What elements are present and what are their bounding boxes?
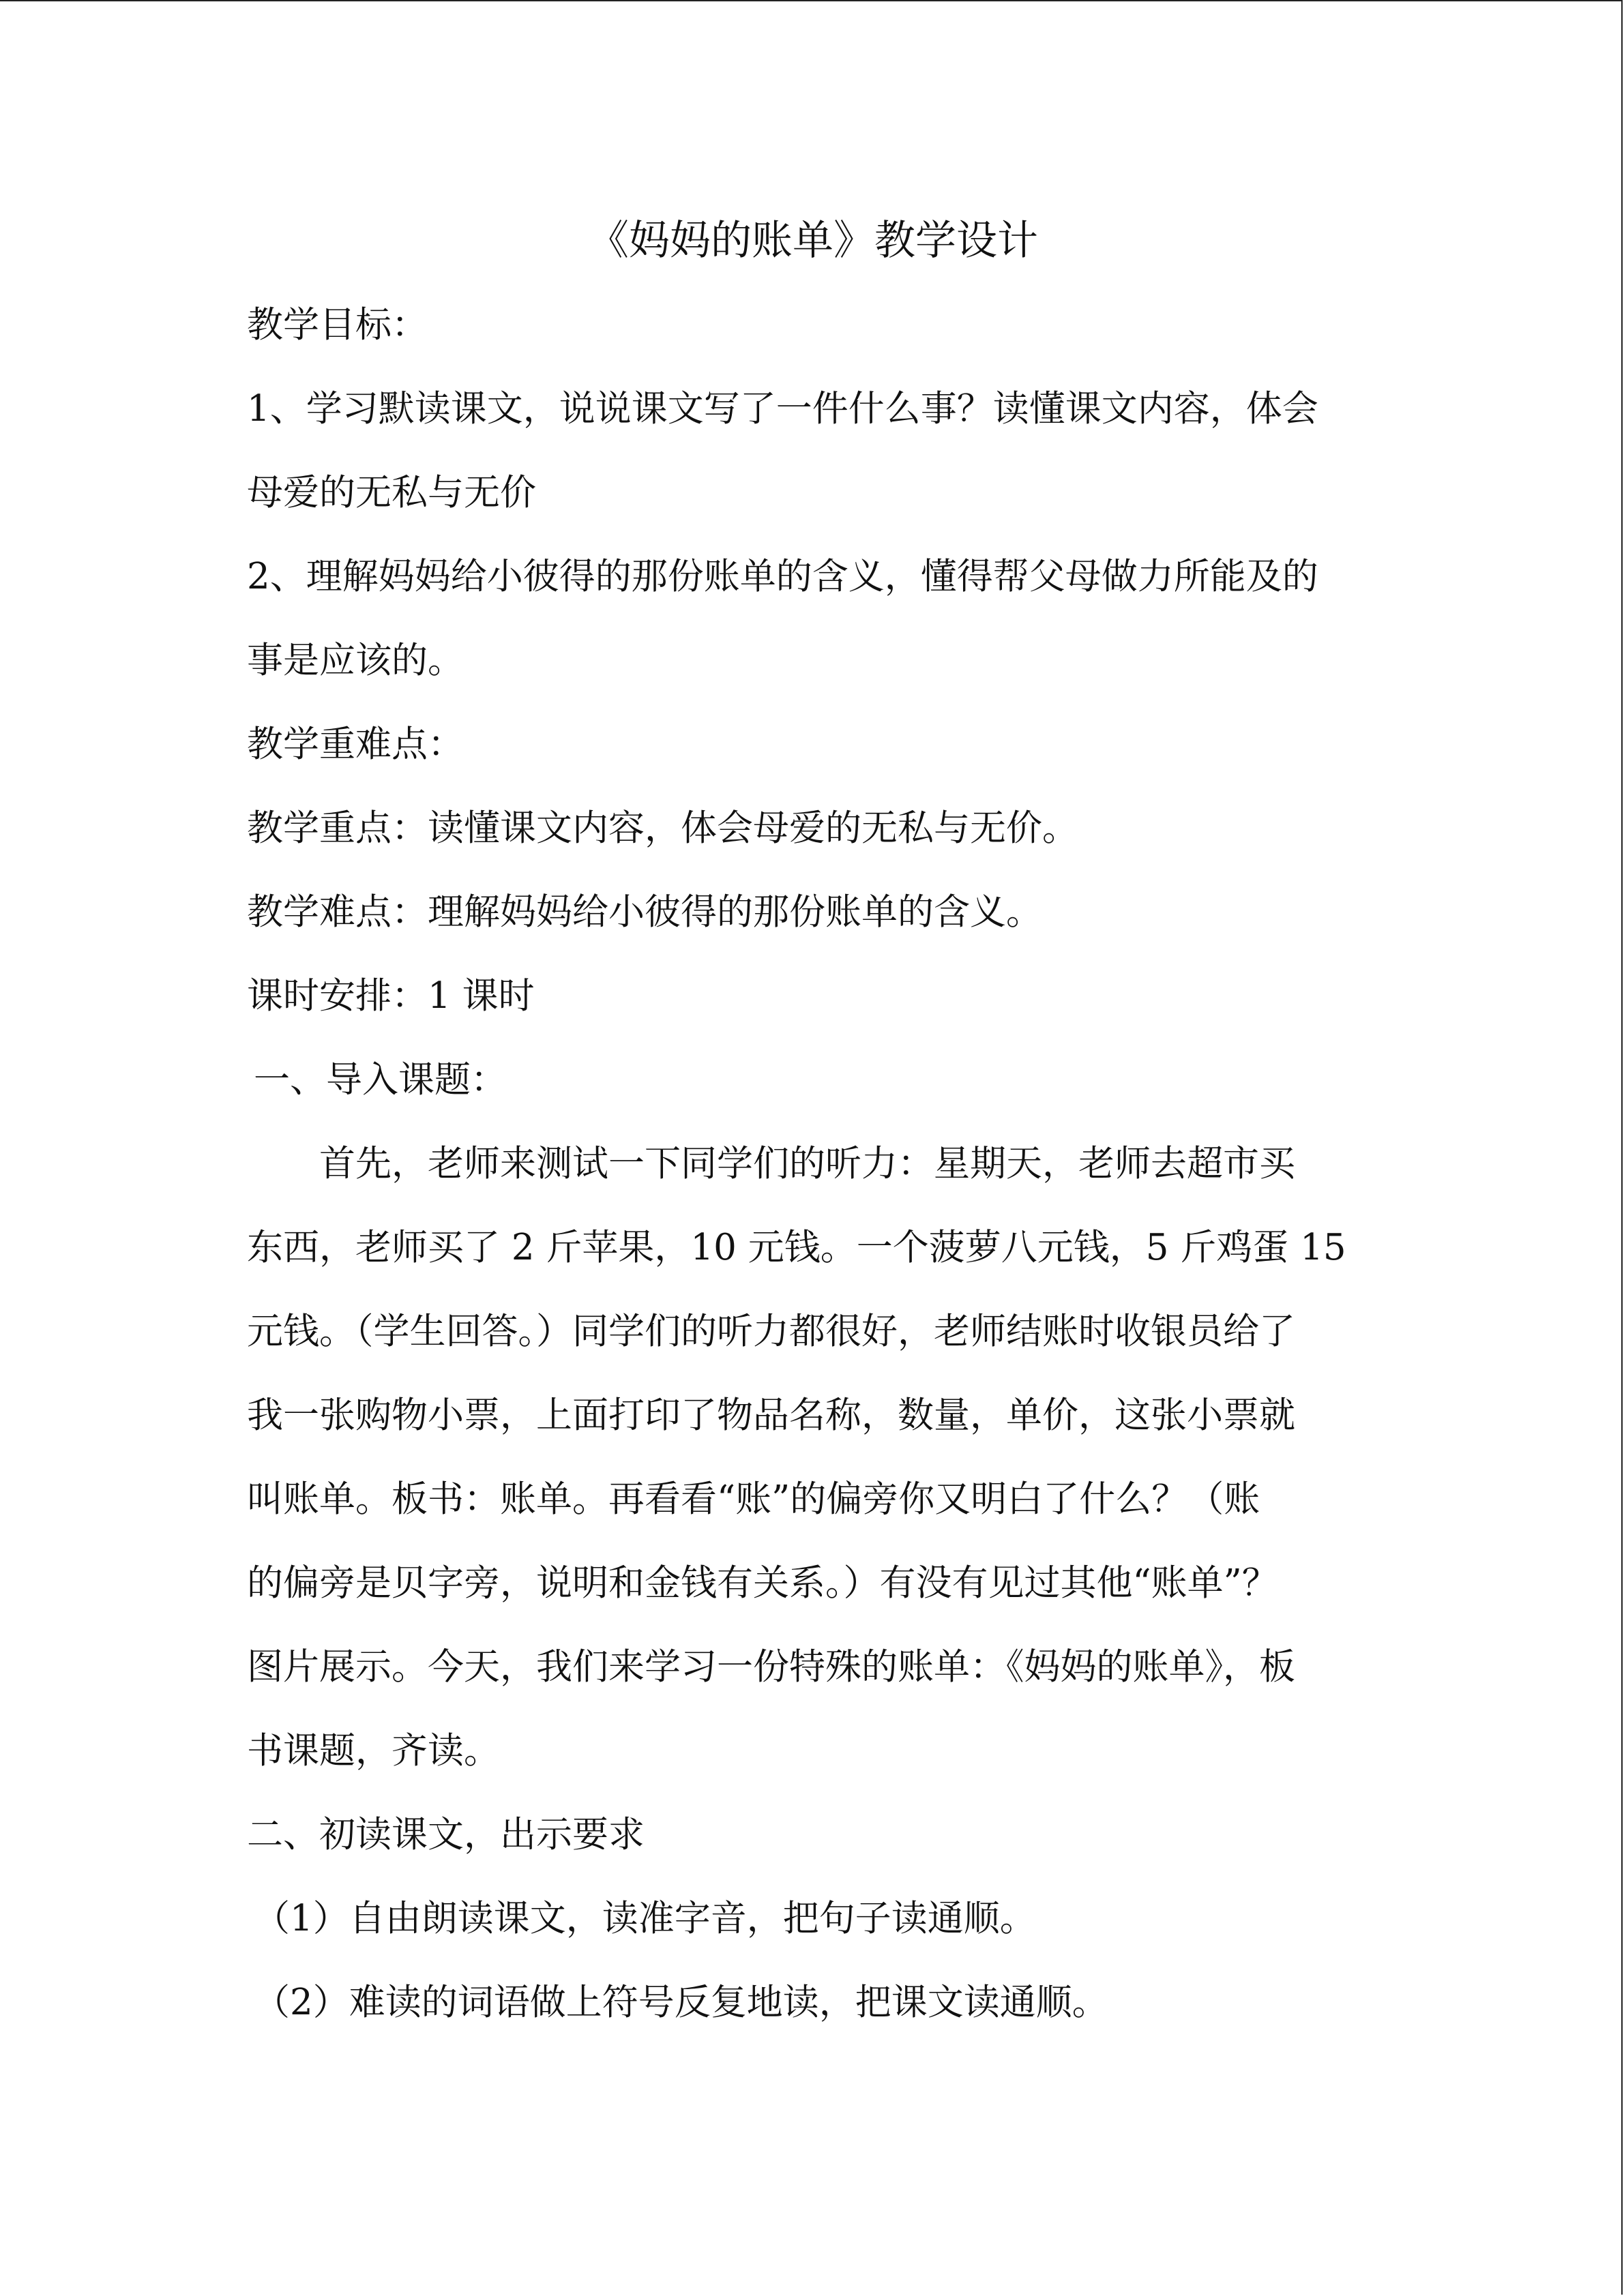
heading-teaching-goals: 教学目标： [247,304,428,346]
document-body [247,208,1379,2044]
goal-2-line-2: 事是应该的。 [247,640,464,681]
intro-paragraph-line-3: 元钱。（学生回答。）同学们的听力都很好，老师结账时收银员给了 [247,1311,1295,1352]
intro-paragraph-line-4: 我一张购物小票，上面打印了物品名称，数量，单价，这张小票就 [247,1395,1295,1436]
requirement-1: （1）自由朗读课文，读准字音，把句子读通顺。 [254,1898,1036,1939]
difficult-point: 教学难点：理解妈妈给小彼得的那份账单的含义。 [247,891,1042,933]
heading-key-points: 教学重难点： [247,724,464,765]
goal-2-line-1: 2、理解妈妈给小彼得的那份账单的含义，懂得帮父母做力所能及的 [247,556,1318,597]
document-title: 《妈妈的账单》教学设计 [588,217,1038,265]
section-1-heading: 一、导入课题： [254,1059,507,1101]
intro-paragraph-line-6: 的偏旁是贝字旁，说明和金钱有关系。）有没有见过其他“账单”？ [247,1562,1278,1604]
goal-1-line-2: 母爱的无私与无价 [247,472,536,513]
class-hours: 课时安排：1 课时 [247,975,535,1017]
intro-paragraph-line-2: 东西，老师买了 2 斤苹果，10 元钱。一个菠萝八元钱，5 斤鸡蛋 15 [247,1227,1346,1268]
intro-paragraph-line-8: 书课题，齐读。 [247,1730,500,1772]
goal-1-line-1: 1、学习默读课文，说说课文写了一件什么事？读懂课文内容，体会 [247,388,1318,430]
requirement-2: （2）难读的词语做上符号反复地读，把课文读通顺。 [254,1982,1108,2023]
intro-paragraph-line-7: 图片展示。今天，我们来学习一份特殊的账单：《妈妈的账单》，板 [247,1646,1295,1688]
key-point: 教学重点：读懂课文内容，体会母爱的无私与无价。 [247,807,1078,849]
intro-paragraph-line-1: 首先，老师来测试一下同学们的听力：星期天，老师去超市买 [319,1143,1295,1184]
section-2-heading: 二、初读课文，出示要求 [247,1814,645,1855]
intro-paragraph-line-5: 叫账单。板书：账单。再看看“账”的偏旁你又明白了什么？（账 [247,1478,1260,1520]
